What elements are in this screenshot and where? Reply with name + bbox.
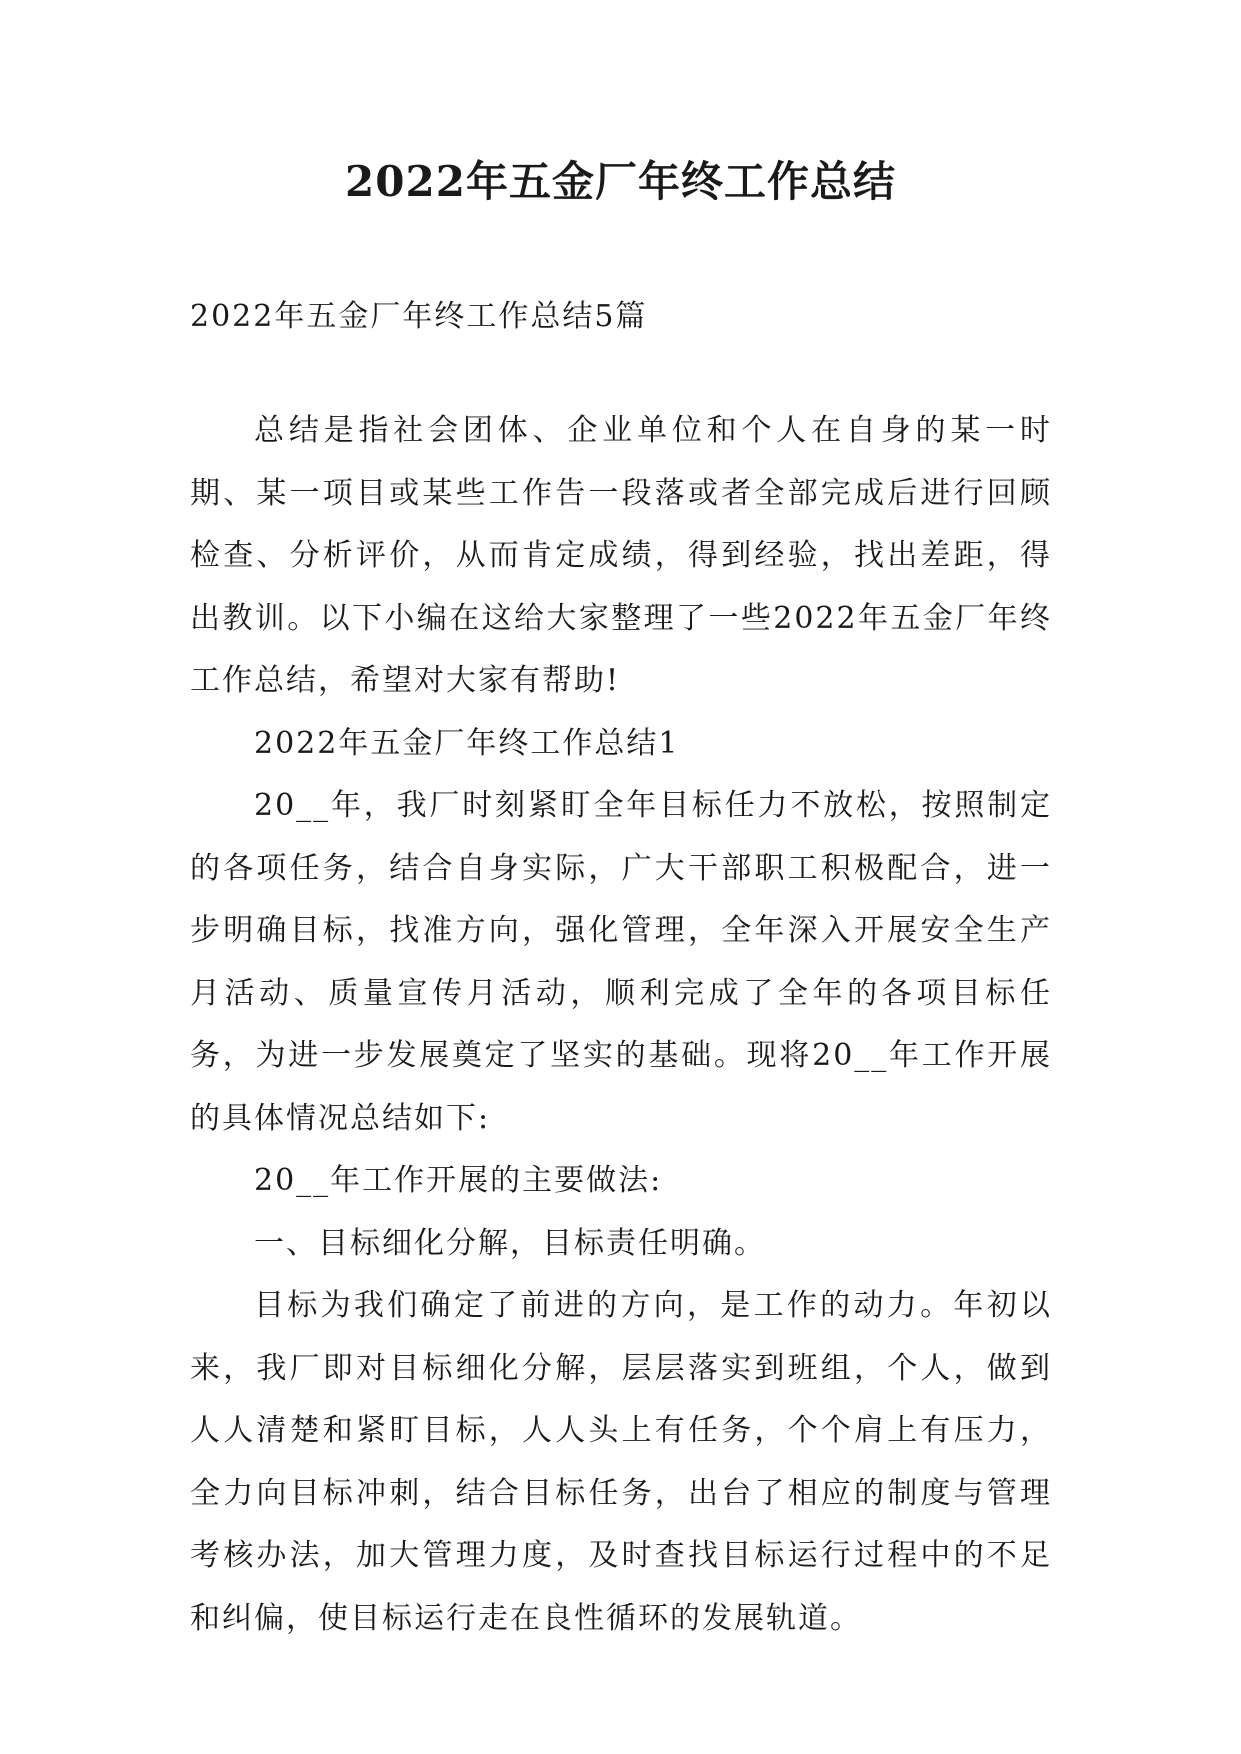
item-heading-1: 一、目标细化分解，目标责任明确。: [254, 1225, 766, 1261]
document-title: 2022年五金厂年终工作总结: [345, 157, 896, 206]
section-heading-1: 2022年五金厂年终工作总结1: [254, 725, 680, 761]
paragraph-targets: 目标为我们确定了前进的方向，是工作的动力。年初以来，我厂即对目标细化分解，层层落实到班组，个人，做到人人清楚和紧盯目标，人人头上有任务，个个肩上有压力，全力向目标冲刺，结合目标任务，出台了相应的制度与管理考核办法，加大管理力度，及时查找目标运行过程中的不足和纠偏，使目标运行走在良性循环的发展轨道。: [190, 1288, 1052, 1636]
document-subtitle: 2022年五金厂年终工作总结5篇: [190, 299, 648, 334]
document-body: [190, 400, 1052, 1650]
paragraph-overview: 20__年，我厂时刻紧盯全年目标任力不放松，按照制定的各项任务，结合自身实际，广大干部职工积极配合，进一步明确目标，找准方向，强化管理，全年深入开展安全生产月活动、质量宣传月活动，顺利完成了全年的各项目标任务，为进一步发展奠定了坚实的基础。现将20__年工作开展的具体情况总结如下:: [190, 788, 1052, 1136]
paragraph-intro: 总结是指社会团体、企业单位和个人在自身的某一时期、某一项目或某些工作告一段落或者全部完成后进行回顾检查、分析评价，从而肯定成绩，得到经验，找出差距，得出教训。以下小编在这给大家整理了一些2022年五金厂年终工作总结，希望对大家有帮助!: [190, 413, 1052, 698]
subsection-heading: 20__年工作开展的主要做法:: [254, 1163, 663, 1198]
